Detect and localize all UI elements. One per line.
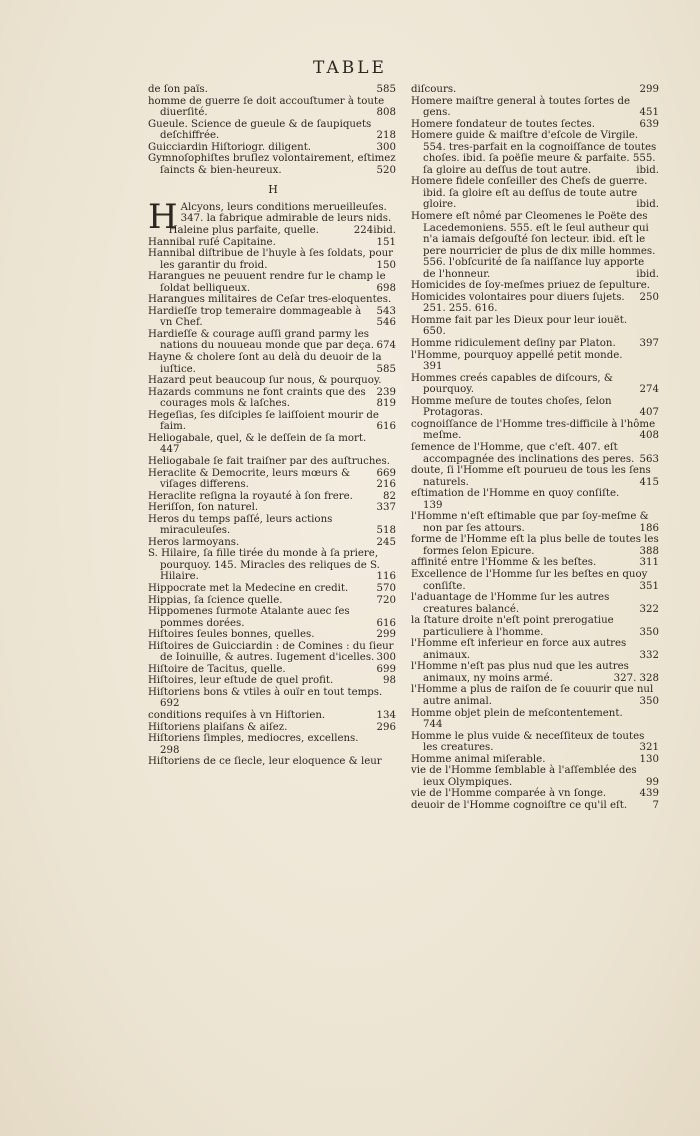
- entry-page: 321: [639, 742, 659, 754]
- entry-page: 274: [639, 384, 659, 396]
- index-entry: [148, 468, 398, 491]
- index-entry: [411, 442, 661, 465]
- index-entry: [148, 514, 398, 537]
- index-entry: [148, 248, 398, 271]
- entry-text: Harangues militaires de Ceſar tres-eloquentes.: [148, 294, 392, 306]
- entry-page: 699: [376, 663, 396, 675]
- entry-text: Gueule. Science de gueule & de ſaupiquets deſchiffrée.: [148, 118, 372, 142]
- entry-text: Homere fondateur de toutes ſectes.: [411, 118, 595, 130]
- left-entries-h: [148, 225, 398, 768]
- entry-text: Homere maiſtre general à toutes ſortes de gens.: [411, 95, 631, 119]
- index-entry: [148, 225, 398, 237]
- index-entry: [148, 641, 398, 664]
- index-entry: [148, 96, 398, 119]
- entry-page: 322: [639, 603, 659, 615]
- entry-page: 224: [353, 225, 374, 237]
- entry-text: doute, ſi l'Homme eſt pourueu de tous les ſens naturels.: [411, 465, 651, 488]
- entry-text: Hiſtoriens ſimples, mediocres, excellens.: [148, 733, 359, 745]
- index-entry: [411, 96, 661, 119]
- entry-page: 447: [160, 444, 180, 456]
- entry-text: Hippomenes ſurmote Atalante auec ſes pommes dorées.: [148, 606, 350, 629]
- entry-page: 327. 328: [613, 672, 659, 684]
- entry-page: 298: [160, 744, 180, 756]
- entry-text: conditions requiſes à vn Hiſtorien.: [148, 709, 326, 721]
- entry-page: 451: [639, 107, 659, 119]
- index-entry: [148, 595, 398, 607]
- entry-text: la ſtature droite n'eſt point prerogatiue particuliere à l'homme.: [411, 615, 614, 638]
- entry-page: ibid.: [636, 199, 659, 211]
- entry-page: 99: [646, 776, 659, 788]
- page-header: TABLE: [313, 58, 387, 78]
- index-entry: [411, 84, 661, 96]
- index-entry: [148, 537, 398, 549]
- index-entry: [411, 569, 661, 592]
- entry-page: 388: [639, 545, 659, 557]
- index-entry: [411, 338, 661, 350]
- index-entry: [411, 800, 661, 812]
- right-column: [411, 84, 661, 811]
- entry-text: Excellence de l'Homme ſur les beſtes en quoy conſiſte.: [411, 568, 648, 592]
- entry-page: 391: [423, 361, 443, 373]
- index-entry: [411, 684, 661, 707]
- entry-text: Hippias, ſa ſcience quelle.: [148, 594, 283, 606]
- entry-text: Homme objet plein de meſcontentement.: [411, 707, 623, 719]
- entry-page: 520: [376, 164, 396, 176]
- entry-page: 296: [376, 721, 396, 733]
- entry-page: 808: [376, 107, 396, 119]
- index-entry: [411, 534, 661, 557]
- entry-page: 218: [376, 130, 396, 142]
- entry-page: 720: [376, 594, 396, 606]
- index-entry: [148, 664, 398, 676]
- index-entry: [411, 176, 661, 211]
- entry-text: l'Homme n'eſt pas plus nud que les autres animaux, ny moins armé.: [411, 661, 629, 684]
- index-entry: [411, 211, 661, 280]
- entry-page: 216: [376, 479, 396, 491]
- index-entry: [411, 557, 661, 569]
- entry-page: 7: [652, 799, 659, 811]
- entry-text: Hazards communs ne font craints que des courages mols & laſches.: [148, 386, 366, 410]
- index-entry: [148, 84, 398, 96]
- entry-page: 311: [639, 557, 659, 569]
- entry-page: 134: [376, 709, 396, 721]
- entry-page: ibid.: [636, 268, 659, 280]
- index-entry: [411, 788, 661, 800]
- entry-page: 82: [383, 490, 396, 502]
- index-entry: [148, 142, 398, 154]
- index-entry: [411, 638, 661, 661]
- index-entry: [411, 592, 661, 615]
- entry-text: vie de l'Homme ſemblable à l'aſſemblée des ieux Olympiques.: [411, 765, 637, 788]
- entry-text: Hiſtoire de Tacitus, quelle.: [148, 663, 286, 675]
- entry-text: cognoiſſance de l'Homme tres-difficile à l'hôme meſme.: [411, 418, 656, 442]
- entry-text: Homere eſt nômé par Cleomenes le Poëte des Lacedemoniens. 555. eſt le ſeul autheur qui n'a iamais deſgouſté ſon lecteur. ibid. eſt le pere nourricier de plus de dix mille hommes. 556. l'obſcurité de ſa naiſſance luy apporte de l'honneur.: [411, 211, 656, 280]
- entry-text: deuoir de l'Homme cognoiſtre ce qu'il eſt.: [411, 799, 628, 811]
- entry-page: 337: [376, 502, 396, 514]
- index-entry: [148, 387, 398, 410]
- index-entry: [148, 433, 398, 456]
- entry-page: 570: [376, 582, 396, 594]
- index-entry: [411, 419, 661, 442]
- entry-text: Homicides volontaires pour diuers ſujets. 251. 255. 616.: [411, 291, 625, 315]
- entry-text: Alcyons, leurs conditions merueilleuſes. 347. la fabrique admirable de leurs nids.: [180, 201, 392, 225]
- index-entry: [411, 615, 661, 638]
- entry-page: 250: [639, 291, 659, 303]
- entry-text: Homme le plus vuide & neceſſiteux de toutes les creatures.: [411, 730, 645, 754]
- entry-text: Hannibal ruſé Capitaine.: [148, 236, 276, 248]
- index-entry: [148, 237, 398, 249]
- entry-page: 518: [376, 525, 396, 537]
- index-entry: [411, 396, 661, 419]
- index-entry: [148, 722, 398, 734]
- entry-page: 543: [376, 305, 396, 317]
- entry-text: Haleine plus parfaite, quelle.: [168, 225, 319, 237]
- entry-page: 151: [376, 236, 396, 248]
- entry-page: 350: [639, 626, 659, 638]
- index-entry: [411, 488, 661, 511]
- entry-page: 669: [376, 467, 396, 479]
- index-entry: [411, 754, 661, 766]
- index-entry: [411, 661, 661, 684]
- entry-text: Hiſtoires ſeules bonnes, quelles.: [148, 629, 315, 641]
- index-entry: [148, 271, 398, 294]
- index-entry: [148, 352, 398, 375]
- entry-text: affinité entre l'Homme & les beſtes.: [411, 557, 597, 569]
- entry-page: 397: [639, 338, 659, 350]
- index-entry: [411, 465, 661, 488]
- entry-text: de ſon païs.: [148, 84, 208, 95]
- entry-page: 139: [423, 499, 443, 511]
- entry-page: 563: [639, 453, 659, 465]
- entry-page: 415: [639, 476, 659, 488]
- entry-page: 585: [376, 84, 396, 95]
- entry-text: Hazard peut beaucoup ſur nous, & pourquoy.: [148, 375, 382, 387]
- entry-text: l'Homme a plus de raiſon de ſe couurir que nul autre animal.: [411, 684, 654, 707]
- entry-page: 408: [639, 430, 659, 442]
- entry-page: 692: [160, 698, 180, 710]
- dropcap: H: [148, 196, 178, 237]
- entry-page: 299: [639, 84, 659, 95]
- entry-text: Hardieſſe trop temeraire dommageable à vn Chef.: [148, 305, 362, 329]
- right-entries: [411, 84, 661, 811]
- entry-page: 439: [639, 788, 659, 800]
- entry-page: 650.: [423, 326, 446, 338]
- entry-text: homme de guerre ſe doit accouſtumer à toute diuerſité.: [148, 95, 385, 119]
- entry-text: diſcours.: [411, 84, 457, 95]
- index-entry: [411, 130, 661, 176]
- entry-text: l'aduantage de l'Homme ſur les autres creatures balancé.: [411, 592, 610, 615]
- index-entry: [148, 410, 398, 433]
- entry-page: 116: [376, 571, 396, 583]
- entry-text: Hardieſſe & courage auſſi grand parmy les nations du nouueau monde que par deça.: [148, 328, 374, 352]
- entry-text: Hiſtoriens plaiſans & aiſez.: [148, 721, 288, 733]
- entry-text: Heraclite & Democrite, leurs mœurs & viſages differens.: [148, 467, 351, 491]
- index-entry: [148, 710, 398, 722]
- section-letter: H: [268, 183, 278, 197]
- index-entry: [148, 119, 398, 142]
- index-entry: [411, 315, 661, 338]
- entry-text: Hippocrate met la Medecine en credit.: [148, 582, 349, 594]
- index-entry: [411, 373, 661, 396]
- entry-page: 350: [639, 695, 659, 707]
- entry-text: forme de l'Homme eſt la plus belle de toutes les formes ſelon Epicure.: [411, 534, 659, 557]
- entry-text: Hommes creés capables de diſcours, & pourquoy.: [411, 372, 613, 396]
- entry-page: 819: [376, 398, 396, 410]
- index-entry: [148, 491, 398, 503]
- entry-text: Harangues ne peuuent rendre fur le champ le ſoldat belliqueux.: [148, 271, 386, 294]
- index-entry: [411, 731, 661, 754]
- index-entry: [148, 629, 398, 641]
- entry-text: Hayne & cholere ſont au delà du deuoir de la iuſtice.: [148, 352, 382, 375]
- index-entry: [411, 119, 661, 131]
- entry-text: Hegeſias, ſes diſciples ſe laiſſoient mourir de faim.: [148, 409, 379, 433]
- index-entry: [148, 606, 398, 629]
- entry-text: eſtimation de l'Homme en quoy conſiſte.: [411, 488, 620, 500]
- index-entry: [148, 733, 398, 756]
- left-entries-top: [148, 84, 398, 176]
- entry-text: Hiſtoriens de ce ſiecle, leur eloquence & leur: [148, 756, 382, 768]
- entry-text: Gymnoſophiſtes bruſlez volontairement, eſtimez ſaincts & bien-heureux.: [148, 153, 396, 176]
- index-entry: [148, 756, 398, 768]
- index-entry: [148, 687, 398, 710]
- index-entry: [148, 548, 398, 583]
- entry-text: Hannibal diſtribue de l'huyle à ſes ſoldats, pour les garantir du froid.: [148, 248, 394, 271]
- entry-page: 186: [639, 522, 659, 534]
- entry-text: Homere fidele conſeiller des Chefs de guerre. ibid. ſa gloire eſt au deſſus de toute autre gloire.: [411, 176, 648, 211]
- entry-page: 130: [639, 753, 659, 765]
- entry-page: ibid.: [373, 225, 396, 237]
- entry-page: 744: [423, 719, 443, 731]
- index-entry: [148, 583, 398, 595]
- entry-text: vie de l'Homme comparée à vn ſonge.: [411, 788, 607, 800]
- entry-page: 245: [376, 536, 396, 548]
- entry-text: l'Homme eſt inferieur en force aux autres animaux.: [411, 638, 627, 661]
- index-entry: [411, 765, 661, 788]
- entry-text: Hiſtoriens bons & vtiles à ouïr en tout temps.: [148, 686, 383, 698]
- entry-page: 616: [376, 421, 396, 433]
- entry-text: Heliogabale ſe fait traiſner par des auſtruches.: [148, 455, 390, 467]
- index-entry: [148, 502, 398, 514]
- index-entry: [148, 306, 398, 329]
- entry-page: 546: [376, 317, 396, 329]
- entry-text: Homme fait par les Dieux pour leur iouët.: [411, 314, 628, 326]
- entry-text: S. Hilaire, ſa fille tirée du monde à ſa priere, pourquoy. 145. Miracles des reliques de S. Hilaire.: [148, 548, 380, 583]
- entry-page: 239: [376, 386, 396, 398]
- entry-page: 639: [639, 118, 659, 130]
- entry-text: Homere guide & maiſtre d'eſcole de Virgile. 554. tres-parfait en la cognoiſſance de toutes choſes. ibid. ſa poëſie meure & parfaite. 555. ſa gloire au deſſus de tout autre.: [411, 130, 657, 176]
- index-entry: [148, 329, 398, 352]
- entry-text: l'Homme, pourquoy appellé petit monde.: [411, 349, 623, 361]
- entry-page: 300: [376, 652, 396, 664]
- index-entry: [411, 292, 661, 315]
- index-entry: [148, 675, 398, 687]
- index-entry: [411, 350, 661, 373]
- entry-text: Heros du temps paſſé, leurs actions miraculeuſes.: [148, 513, 333, 537]
- entry-text: Heros larmoyans.: [148, 536, 240, 548]
- entry-page: 698: [376, 282, 396, 294]
- entry-text: Guicciardin Hiſtoriogr. diligent.: [148, 141, 312, 153]
- entry-text: l'Homme n'eſt eſtimable que par ſoy-meſme & non par ſes attours.: [411, 511, 649, 534]
- entry-text: Heliogabale, quel, & le deſſein de ſa mort.: [148, 432, 367, 444]
- entry-text: Homme animal miſerable.: [411, 753, 546, 765]
- entry-text: Heraclite reſigna la royauté à ſon frere.: [148, 490, 353, 502]
- entry-text: Hiſtoires, leur eſtude de quel profit.: [148, 675, 334, 687]
- entry-page: 300: [376, 141, 396, 153]
- entry-page: 150: [376, 259, 396, 271]
- entry-text: Homicides de ſoy-meſmes priuez de ſepulture.: [411, 280, 650, 292]
- entry-text: Heriſſon, ſon naturel.: [148, 502, 259, 514]
- entry-page: ibid.: [636, 164, 659, 176]
- entry-page: 674: [376, 340, 396, 352]
- entry-text: Homme ridiculement deſiny par Platon.: [411, 338, 616, 350]
- entry-page: 351: [639, 580, 659, 592]
- index-entry: [411, 708, 661, 731]
- entry-page: 407: [639, 407, 659, 419]
- entry-text: ſemence de l'Homme, que c'eſt. 407. eſt accompagnée des inclinations des peres.: [411, 441, 635, 465]
- entry-page: 332: [639, 649, 659, 661]
- entry-text: Homme meſure de toutes choſes, ſelon Protagoras.: [411, 395, 612, 419]
- index-entry: [148, 153, 398, 176]
- index-entry: [411, 511, 661, 534]
- entry-page: 98: [383, 675, 396, 687]
- entry-page: 299: [376, 629, 396, 641]
- left-column: [148, 84, 398, 768]
- entry-page: 585: [376, 363, 396, 375]
- entry-text: Hiſtoires de Guicciardin : de Comines : du ſieur de Ioinuille, & autres. Iugement d'icelles.: [148, 640, 394, 664]
- entry-page: 616: [376, 617, 396, 629]
